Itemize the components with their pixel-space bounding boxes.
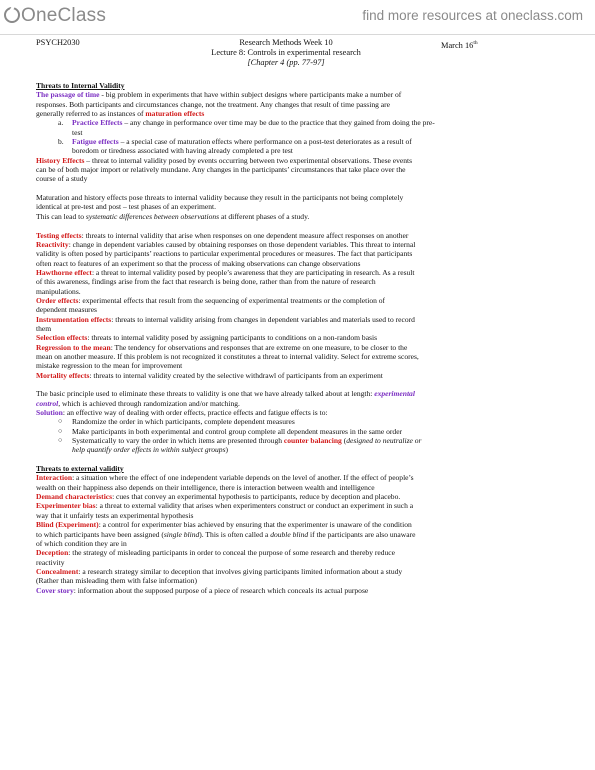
order-effects-para: Order effects: experimental effects that result from the sequencing of experimental treatments or the completion of dependent measures <box>36 295 386 315</box>
site-header-bar <box>0 0 595 35</box>
list-item: ○ Systematically to vary the order in which items are presented through counter balancing (designed to neutralize or help quantify order effects in within subject groups) <box>58 436 422 455</box>
experimenter-bias-para: Experimenter bias: a threat to external validity that arises when experimenters construct or conduct an experiment in such a way that it unfairly tests an experimental hypothesis <box>36 501 414 520</box>
document-header <box>36 38 566 78</box>
bullet-circle-icon: ○ <box>58 417 63 426</box>
concealment-para: Concealment: a research strategy similar to deception that involves giving participants limited information about a study (Rather than misleading them with false information) <box>36 566 403 586</box>
header-center <box>36 38 566 68</box>
bullet-circle-icon: ○ <box>58 436 63 445</box>
testing-effects-para: Testing effects: threats to internal validity that arise when responses on one dependent measure affect responses on another <box>36 230 409 240</box>
external-validity-heading: Threats to external validity <box>36 464 124 474</box>
passage-of-time-para: The passage of time - big problem in experiments that have within subject designs where participants make a number of responses. Both participants and circumstances change, not the treatment. Any changes that result of time passing are generally referred to as instances of maturation effects <box>36 90 402 119</box>
practice-effects-item: a. Practice Effects – any change in performance over time may be due to the practice that they gained from doing the pre- test <box>58 118 435 137</box>
demand-characteristics-para: Demand characteristics: cues that convey an experimental hypothesis to participants, reduce by deception and placebo. <box>36 492 401 502</box>
fatigue-effects-item: b. Fatigue effects – a special case of maturation effects where performance on a post-test deteriorates as a result of boredom or tiredness associated with having already completed a pre test <box>58 137 412 156</box>
internal-validity-heading: Threats to Internal Validity <box>36 81 125 90</box>
document-body <box>36 81 564 595</box>
regression-mean-para: Regression to the mean: The tendency for observations and responses that are extreme on one measure, to be closer to the mean on another measure. If this problem is not recognized it constitutes a threat to internal validity. Select for extreme scores, mistake regression to the mean for improvement <box>36 342 419 371</box>
oneclass-logo[interactable]: OneClass <box>4 5 106 27</box>
cover-story-para: Cover story: information about the supposed purpose of a piece of research which conceals its actual purpose <box>36 585 369 595</box>
instrumentation-effects-para: Instrumentation effects: threats to internal validity arising from changes in dependent variables and materials used to record them <box>36 314 415 333</box>
maturation-history-para: Maturation and history effects pose threats to internal validity because they result in the participants not being completely identical at pre-test and post – test phases of an experiment. This can lead to systematic differences between observations at different phases of a study. <box>36 193 404 221</box>
list-item: ○ Randomize the order in which participants, complete dependent measures <box>58 417 295 427</box>
logo-ring-icon <box>4 7 20 23</box>
selection-effects-para: Selection effects: threats to internal validity posed by assigning participants to conditions on a non-random basis <box>36 333 378 343</box>
lecture-date: March 16th <box>441 40 478 50</box>
deception-para: Deception: the strategy of misleading participants in order to conceal the purpose of some research and thereby reduce reactivity <box>36 548 395 567</box>
solution-para: Solution: an effective way of dealing with order effects, practice effects and fatigue effects is to: <box>36 408 328 418</box>
mortality-effects-para: Mortality effects: threats to internal validity created by the selective withdrawl of participants from an experiment <box>36 370 383 380</box>
bullet-circle-icon: ○ <box>58 426 63 435</box>
site-tagline[interactable]: find more resources at oneclass.com <box>362 8 583 23</box>
list-item: ○ Make participants in both experimental and control group complete all dependent measures in the same order <box>58 426 403 436</box>
chapter-ref: [Chapter 4 (pp. 77-97] <box>247 58 325 67</box>
lecture-title: Lecture 8: Controls in experimental research <box>211 48 361 57</box>
history-effects-para: History Effects – threat to internal validity posed by events occurring between two experimental observations. These events can be of both major import or relatively mundane. Any changes in the participants’ circumstances that take place over the course of a study <box>36 155 413 184</box>
doc-title: Research Methods Week 10 <box>239 38 333 47</box>
blind-experiment-para: Blind (Experiment): a control for experimenter bias achieved by ensuring that the experimenter is unaware of the condition to which participants have been assigned (single blind). This is often called a double blind if the participants are also unaware of which condition they are in <box>36 520 416 548</box>
basic-principle-para: The basic principle used to eliminate these threats to validity is one that we have already talked about at length: experimental control, which is achieved through randomization and/or matching. <box>36 389 415 408</box>
course-code: PSYCH2030 <box>36 38 80 47</box>
reactivity-para: Reactivity: change in dependent variables caused by obtaining responses on those dependent variables. This threat to internal validity is often posed by participants’ reactions to particular experimental procedures or measures. The fact that participants often react to features of an experiment so that the process of making observations can change observations <box>36 239 416 268</box>
interaction-para: Interaction: a situation where the effect of one independent variable depends on the level of another. If the effect of people’s wealth on their happiness also depends on their intelligence, there is interaction between wealth and intelligence <box>36 473 414 492</box>
hawthorne-effect-para: Hawthorne effect: a threat to internal validity posed by people’s awareness that they are participating in research. As a result of this awareness, findings arise from the fact that research is being done, rather than from the nature of research manipulations. <box>36 267 415 296</box>
